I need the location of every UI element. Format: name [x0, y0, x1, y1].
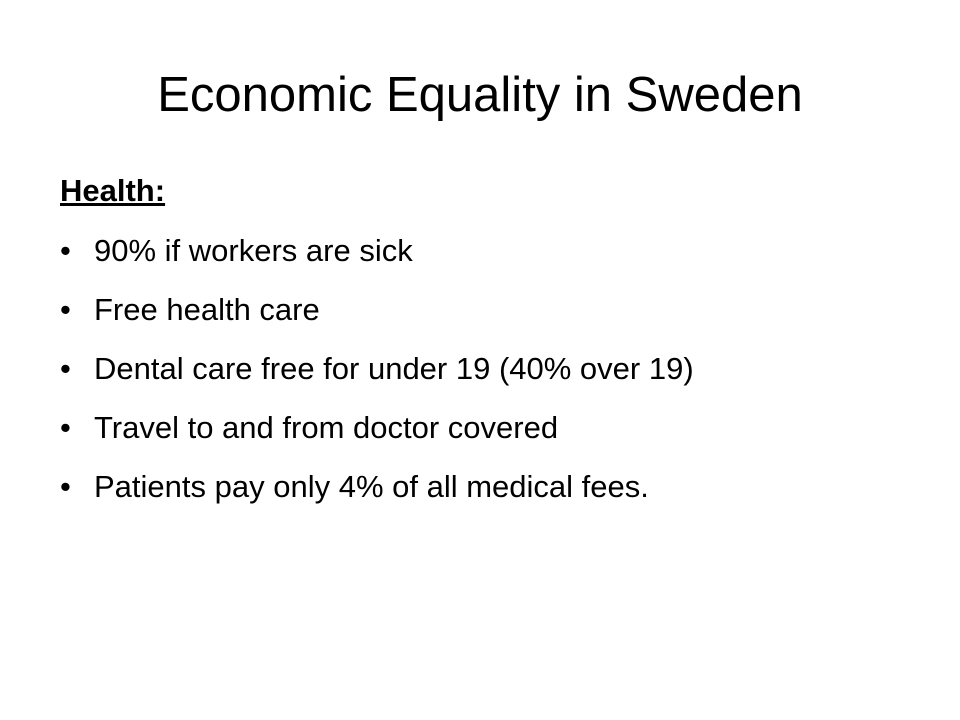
bullet-icon: •: [60, 469, 71, 504]
bullet-text: Patients pay only 4% of all medical fees.: [94, 469, 649, 504]
bullet-text: Dental care free for under 19 (40% over 19): [94, 351, 694, 386]
bullet-icon: •: [60, 233, 71, 268]
bullet-item: [60, 350, 890, 387]
bullet-item: [60, 232, 890, 269]
bullet-icon: •: [60, 292, 71, 327]
bullet-item: [60, 468, 890, 505]
slide-title: Economic Equality in Sweden: [157, 68, 803, 122]
bullet-icon: •: [60, 410, 71, 445]
bullet-item: [60, 409, 890, 446]
slide-body: [60, 172, 890, 527]
section-heading: Health:: [60, 173, 166, 208]
bullet-item: [60, 291, 890, 328]
bullet-list: [60, 232, 890, 505]
bullet-text: Free health care: [94, 292, 320, 327]
bullet-text: 90% if workers are sick: [94, 233, 413, 268]
bullet-text: Travel to and from doctor covered: [94, 410, 559, 445]
bullet-icon: •: [60, 351, 71, 386]
